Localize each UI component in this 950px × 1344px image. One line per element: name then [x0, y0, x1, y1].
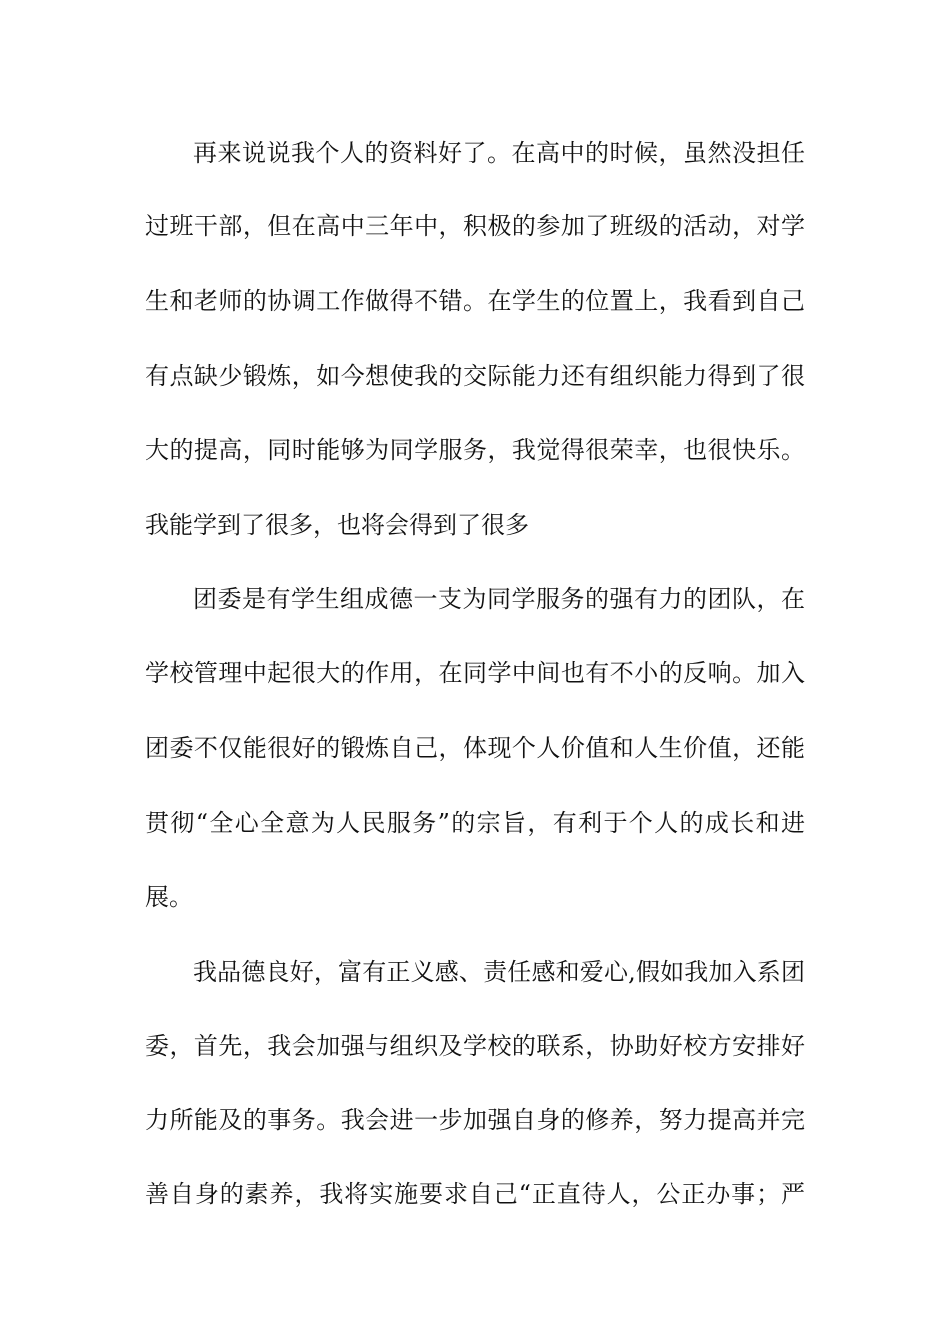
paragraph-2-line-5: 展。	[145, 883, 193, 911]
paragraph-2-line-1: 团委是有学生组成德一支为同学服务的强有力的团队，在	[193, 585, 805, 613]
paragraph-1-line-5: 大的提高，同时能够为同学服务，我觉得很荣幸，也很快乐。	[145, 436, 805, 464]
paragraph-1-line-3: 生和老师的协调工作做得不错。在学生的位置上，我看到自己	[145, 287, 805, 315]
paragraph-3-line-1: 我品德良好，富有正义感、责任感和爱心,假如我加入系团	[193, 958, 805, 986]
paragraph-3-line-3: 力所能及的事务。我会进一步加强自身的修养，努力提高并完	[145, 1106, 805, 1134]
paragraph-2-line-2: 学校管理中起很大的作用，在同学中间也有不小的反响。加入	[145, 659, 805, 687]
paragraph-3-line-2: 委，首先，我会加强与组织及学校的联系，协助好校方安排好	[145, 1032, 805, 1060]
paragraph-2-line-3: 团委不仅能很好的锻炼自己，体现个人价值和人生价值，还能	[145, 734, 805, 762]
paragraph-1-line-6: 我能学到了很多，也将会得到了很多	[145, 511, 529, 539]
paragraph-1-line-4: 有点缺少锻炼，如今想使我的交际能力还有组织能力得到了很	[145, 362, 805, 390]
paragraph-1-line-2: 过班干部，但在高中三年中，积极的参加了班级的活动，对学	[145, 212, 805, 240]
paragraph-3-line-4: 善自身的素养，我将实施要求自己“正直待人，公正办事；严	[145, 1180, 805, 1208]
paragraph-1-line-1: 再来说说我个人的资料好了。在高中的时候，虽然没担任	[193, 139, 805, 167]
paragraph-2-line-4: 贯彻“全心全意为人民服务”的宗旨，有利于个人的成长和进	[145, 809, 805, 837]
